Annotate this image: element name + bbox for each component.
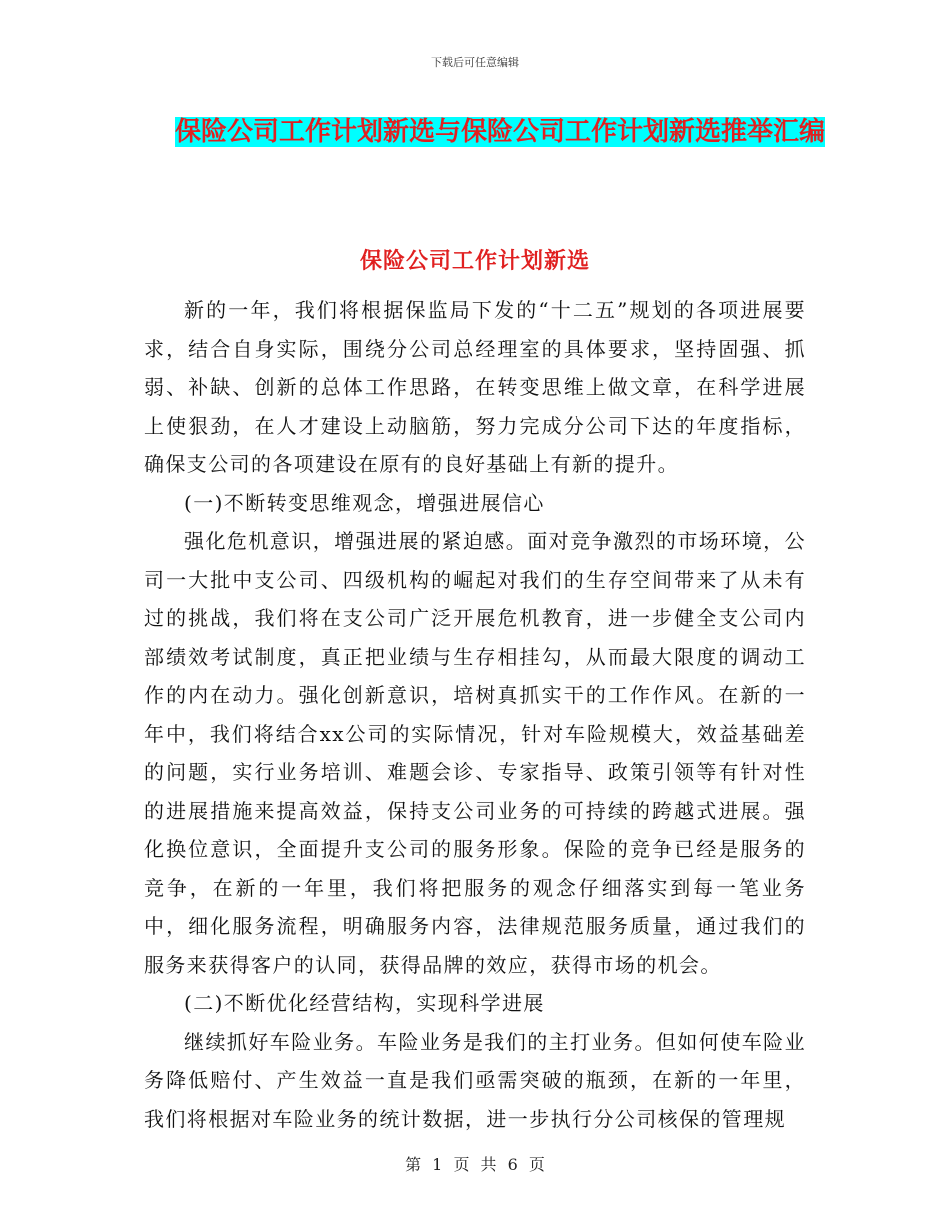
- document-title-text: 保险公司工作计划新选与保险公司工作计划新选推举汇编: [174, 117, 825, 147]
- section-title: 保险公司工作计划新选: [359, 248, 590, 274]
- document-body: [144, 291, 806, 1138]
- paragraph: 新的一年，我们将根据保监局下发的“十二五”规划的各项进展要求，结合自身实际，围绕分公司总经理室的具体要求，坚持固强、抓弱、补缺、创新的总体工作思路，在转变思维上做文章，在科学进展上使狠劲，在人才建设上动脑筋，努力完成分公司下达的年度指标，确保支公司的各项建设在原有的良好基础上有新的提升。: [144, 298, 806, 476]
- paragraph: 继续抓好车险业务。车险业务是我们的主打业务。但如何使车险业务降低赔付、产生效益一直是我们亟需突破的瓶颈，在新的一年里，我们将根据对车险业务的统计数据，进一步执行分公司核保的管理规: [144, 1029, 806, 1131]
- page-header-note: 下载后可任意编辑: [431, 56, 519, 69]
- paragraph: 强化危机意识，增强进展的紧迫感。面对竞争激烈的市场环境，公司一大批中支公司、四级机构的崛起对我们的生存空间带来了从未有过的挑战，我们将在支公司广泛开展危机教育，进一步健全支公司内部绩效考试制度，真正把业绩与生存相挂勾，从而最大限度的调动工作的内在动力。强化创新意识，培树真抓实干的工作作风。在新的一年中，我们将结合xx公司的实际情况，针对车险规模大，效益基础差的问题，实行业务培训、难题会诊、专家指导、政策引领等有针对性的进展措施来提高效益，保持支公司业务的可持续的跨越式进展。强化换位意识，全面提升支公司的服务形象。保险的竞争已经是服务的竞争，在新的一年里，我们将把服务的观念仔细落实到每一笔业务中，细化服务流程，明确服务内容，法律规范服务质量，通过我们的服务来获得客户的认同，获得品牌的效应，获得市场的机会。: [144, 529, 806, 977]
- page-footer: 第 1 页 共 6 页: [405, 1155, 545, 1174]
- subheading: (二)不断优化经营结构，实现科学进展: [184, 991, 545, 1015]
- subheading: (一)不断转变思维观念，增强进展信心: [184, 490, 545, 515]
- document-title: [170, 108, 830, 156]
